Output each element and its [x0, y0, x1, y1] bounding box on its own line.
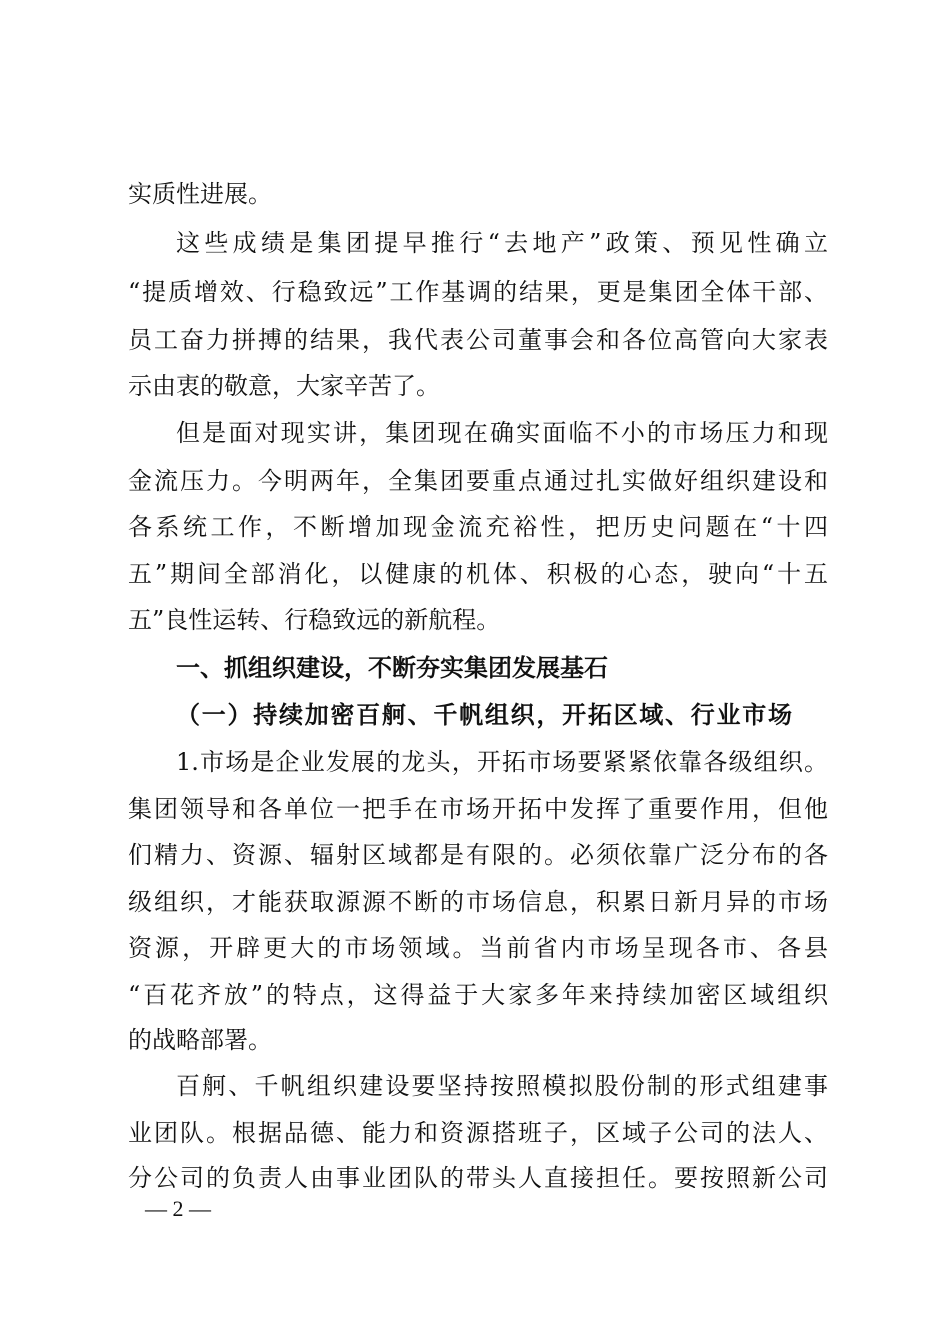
page-number: — 2 — [145, 1196, 211, 1221]
text-line: 业团队。根据品德、能力和资源搭班子，区域子公司的法人、 [128, 1119, 828, 1147]
text-line: 的战略部署。 [128, 1026, 272, 1054]
subsection-heading: （一）持续加密百舸、千帆组织，开拓区域、行业市场 [176, 700, 792, 729]
text-line: 五”期间全部消化，以健康的机体、积极的心态，驶向“十五 [128, 560, 828, 588]
text-line: 1.市场是企业发展的龙头，开拓市场要紧紧依靠各级组织。 [176, 748, 828, 776]
text-line: 这些成绩是集团提早推行“去地产”政策、预见性确立 [176, 229, 828, 257]
text-line: 百舸、千帆组织建设要坚持按照模拟股份制的形式组建事 [176, 1072, 828, 1100]
text-line: 级组织，才能获取源源不断的市场信息，积累日新月异的市场 [128, 888, 828, 916]
text-line: 资源，开辟更大的市场领域。当前省内市场呈现各市、各县 [128, 934, 828, 962]
text-line: 但是面对现实讲，集团现在确实面临不小的市场压力和现 [176, 419, 828, 447]
text-line: 示由衷的敬意，大家辛苦了。 [128, 372, 440, 400]
text-line: 各系统工作，不断增加现金流充裕性，把历史问题在“十四 [128, 513, 828, 541]
text-line: 分公司的负责人由事业团队的带头人直接担任。要按照新公司 [128, 1164, 828, 1192]
text-line: 们精力、资源、辐射区域都是有限的。必须依靠广泛分布的各 [128, 841, 828, 869]
section-heading: 一、抓组织建设，不断夯实集团发展基石 [176, 654, 608, 682]
text-line: 五”良性运转、行稳致远的新航程。 [128, 606, 501, 634]
text-line: 金流压力。今明两年，全集团要重点通过扎实做好组织建设和 [128, 467, 828, 495]
text-line: 实质性进展。 [128, 180, 272, 208]
text-line: “提质增效、行稳致远”工作基调的结果，更是集团全体干部、 [128, 278, 828, 306]
text-line: “百花齐放”的特点，这得益于大家多年来持续加密区域组织 [128, 981, 828, 1009]
text-line: 集团领导和各单位一把手在市场开拓中发挥了重要作用，但他 [128, 795, 828, 823]
text-line: 员工奋力拼搏的结果，我代表公司董事会和各位高管向大家表 [128, 326, 828, 354]
